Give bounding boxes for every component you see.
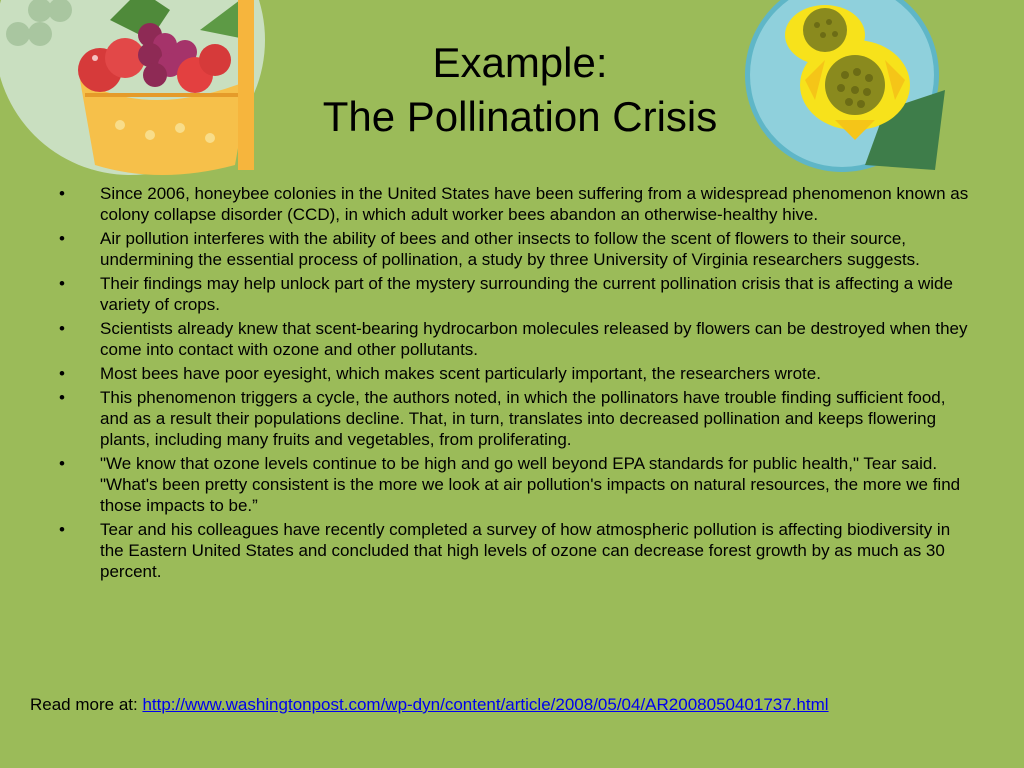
bullet-glyph: •	[59, 388, 65, 407]
bullet-text: Air pollution interferes with the ability of bees and other insects to follow the scent of flowers to their source, undermining the essential process of pollination, a study by three University of Virginia researchers suggests.	[100, 229, 920, 269]
bullet-glyph: •	[59, 319, 65, 338]
bullet-item	[55, 228, 975, 270]
bullet-text: Most bees have poor eyesight, which makes scent particularly important, the researchers wrote.	[100, 364, 821, 383]
bullet-glyph: •	[59, 454, 65, 473]
bullet-text: "We know that ozone levels continue to be high and go well beyond EPA standards for public health," Tear said. "What's been pretty consistent is the more we look at air pollution's impacts on natural resources, the more we find those impacts to be.”	[100, 454, 961, 515]
slide-title	[230, 36, 810, 144]
bullet-list	[55, 183, 975, 585]
bullet-glyph: •	[59, 520, 65, 539]
article-link[interactable]: http://www.washingtonpost.com/wp-dyn/content/article/2008/05/04/AR2008050401737.html	[142, 695, 829, 714]
bullet-item	[55, 183, 975, 225]
bullet-text: Tear and his colleagues have recently completed a survey of how atmospheric pollution is affecting biodiversity in the Eastern United States and concluded that high levels of ozone can decrease forest growth by as much as 30 percent.	[100, 520, 951, 581]
bullet-item	[55, 387, 975, 450]
title-line-1: Example:	[432, 39, 608, 86]
bullet-item	[55, 363, 975, 384]
read-more-label: Read more at:	[30, 695, 143, 714]
bullet-item	[55, 273, 975, 315]
read-more	[30, 694, 1010, 716]
bullet-text: This phenomenon triggers a cycle, the authors noted, in which the pollinators have trouble finding sufficient food, and as a result their populations decline. That, in turn, translates into decreased pollination and keeps flowering plants, including many fruits and vegetables, from proliferating.	[100, 388, 946, 449]
bullet-glyph: •	[59, 364, 65, 383]
bullet-glyph: •	[59, 274, 65, 293]
bullet-text: Their findings may help unlock part of the mystery surrounding the current pollination crisis that is affecting a wide variety of crops.	[100, 274, 953, 314]
title-line-2: The Pollination Crisis	[322, 93, 718, 140]
bullet-item	[55, 519, 975, 582]
bullet-text: Since 2006, honeybee colonies in the United States have been suffering from a widespread phenomenon known as colony collapse disorder (CCD), in which adult worker bees abandon an otherwise-healthy hive.	[100, 184, 969, 224]
bullet-item	[55, 453, 975, 516]
bullet-item	[55, 318, 975, 360]
bullet-text: Scientists already knew that scent-bearing hydrocarbon molecules released by flowers can be destroyed when they come into contact with ozone and other pollutants.	[100, 319, 968, 359]
bullet-glyph: •	[59, 184, 65, 203]
bullet-glyph: •	[59, 229, 65, 248]
